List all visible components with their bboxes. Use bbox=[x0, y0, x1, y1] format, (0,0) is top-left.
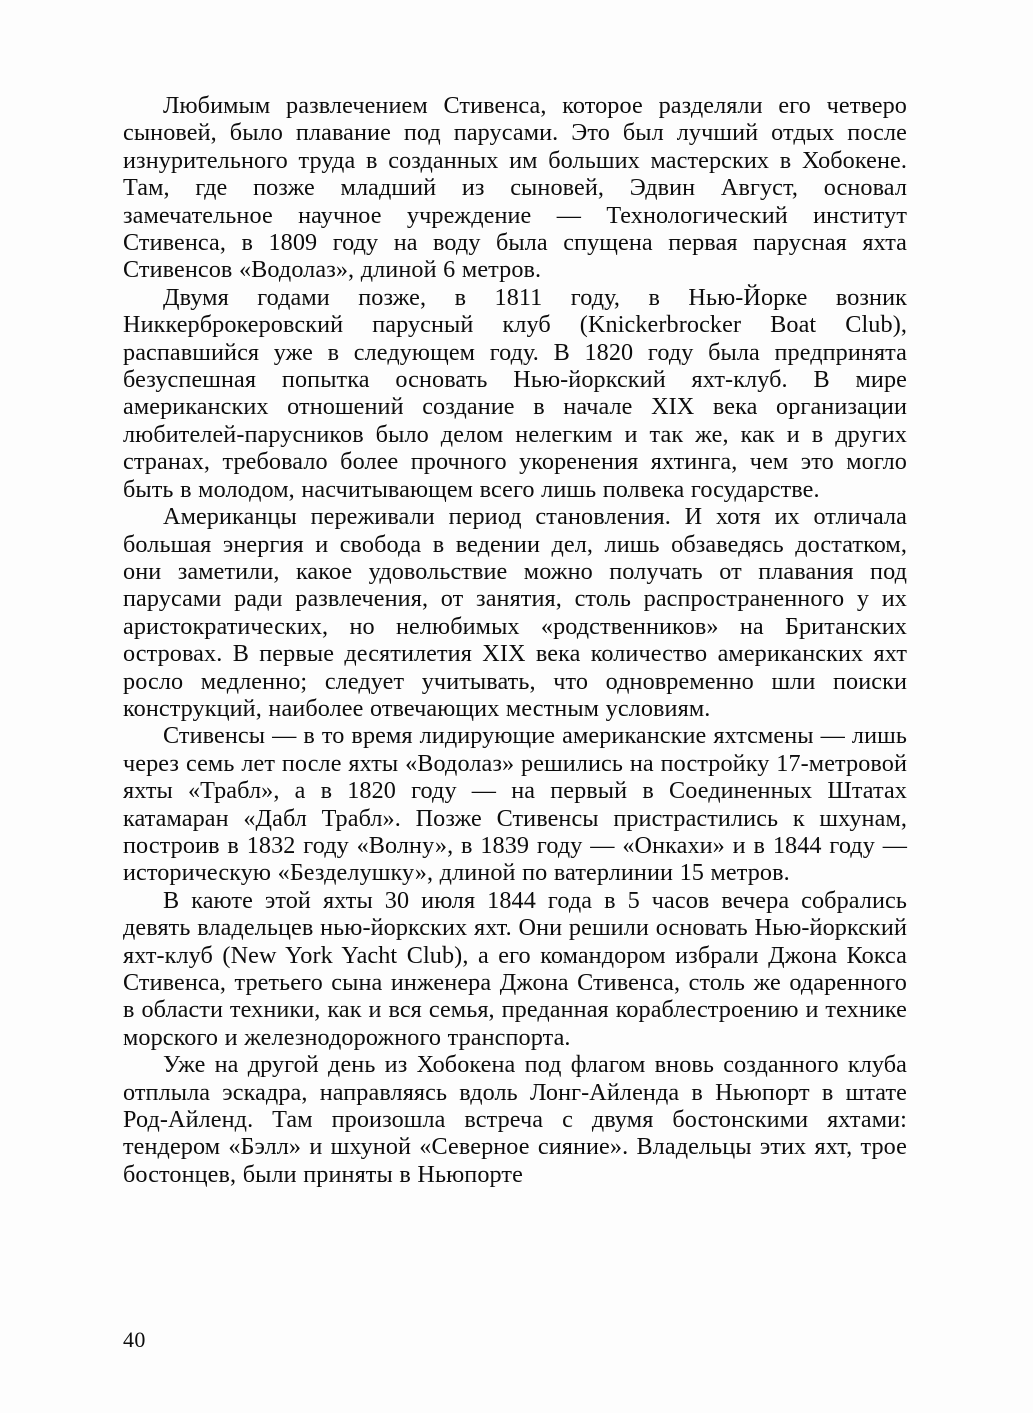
paragraph-3: Американцы переживали период становления. И хотя их отличала большая энергия и свобода в ведении дел, лишь обзаведясь достатком, они заметили, какое удовольствие можно получать от плавания под парусами ради развлечения, от занятия, столь распространенного у их аристократических, но нелюбимых «родственников» на Британских островах. В первые десятилетия XIX века количество американских яхт росло медленно; следует учитывать, что одновременно шли поиски конструкций, наиболее отвечающих местным условиям. bbox=[123, 503, 907, 722]
paragraph-1: Любимым развлечением Стивенса, которое разделяли его четверо сыновей, было плавание под парусами. Это был лучший отдых после изнурительного труда в созданных им больших мастерских в Хобокене. Там, где позже младший из сыновей, Эдвин Август, основал замечательное научное учреждение — Технологический институт Стивенса, в 1809 году на воду была спущена первая парусная яхта Стивенсов «Водолаз», длиной 6 метров. bbox=[123, 92, 907, 284]
page-number: 40 bbox=[123, 1327, 146, 1352]
paragraph-4: Стивенсы — в то время лидирующие американские яхтсмены — лишь через семь лет после яхты «Водолаз» решились на постройку 17-метровой яхты «Трабл», а в 1820 году — на первый в Соединенных Штатах катамаран «Дабл Трабл». Позже Стивенсы пристрастились к шхунам, построив в 1832 году «Волну», в 1839 году — «Онкахи» и в 1844 году — историческую «Безделушку», длиной по ватерлинии 15 метров. bbox=[123, 722, 907, 887]
paragraph-5: В каюте этой яхты 30 июля 1844 года в 5 часов вечера собрались девять владельцев нью-йоркских яхт. Они решили основать Нью-йоркский яхт-клуб (New York Yacht Club), а его командором избрали Джона Кокса Стивенса, третьего сына инженера Джона Стивенса, столь же одаренного в области техники, как и вся семья, преданная кораблестроению и технике морского и железнодорожного транспорта. bbox=[123, 886, 907, 1051]
paragraph-6: Уже на другой день из Хобокена под флагом вновь созданного клуба отплыла эскадра, направляясь вдоль Лонг-Айленда в Ньюпорт в штате Род-Айленд. Там произошла встреча с двумя бостонскими яхтами: тендером «Бэлл» и шхуной «Северное сияние». Владельцы этих яхт, трое бостонцев, были приняты в Ньюпорте bbox=[123, 1051, 907, 1188]
page-text-block bbox=[123, 92, 907, 1188]
paragraph-2: Двумя годами позже, в 1811 году, в Нью-Йорке возник Никкерброкеровский парусный клуб (Knickerbrocker Boat Club), распавшийся уже в следующем году. В 1820 году была предпринята безуспешная попытка основать Нью-йоркский яхт-клуб. В мире американских отношений создание в начале XIX века организации любителей-парусников было делом нелегким и так же, как и в других странах, требовало более прочного укоренения яхтинга, чем это могло быть в молодом, насчитывающем всего лишь полвека государстве. bbox=[123, 283, 907, 503]
